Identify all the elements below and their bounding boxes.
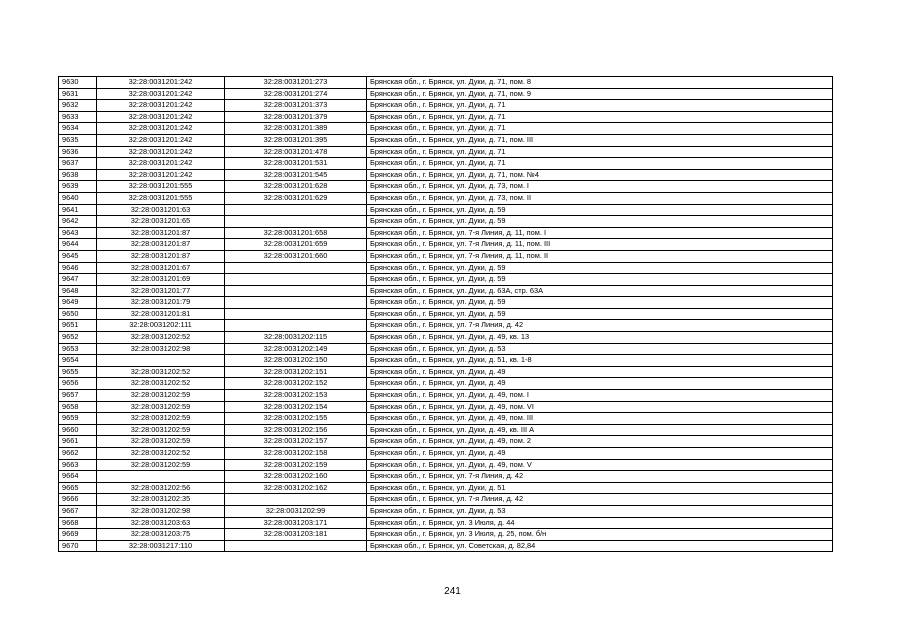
parent-cadastral-cell: 32:28:0031201:555 (97, 192, 225, 204)
row-number-cell: 9638 (59, 169, 97, 181)
table-row (59, 320, 833, 332)
table-row (59, 227, 833, 239)
table-row (59, 274, 833, 286)
cadastral-number-cell: 32:28:0031203:171 (225, 517, 367, 529)
parent-cadastral-cell: 32:28:0031201:242 (97, 100, 225, 112)
table-row (59, 297, 833, 309)
parent-cadastral-cell: 32:28:0031202:59 (97, 424, 225, 436)
parent-cadastral-cell: 32:28:0031201:87 (97, 227, 225, 239)
table-row (59, 308, 833, 320)
row-number-cell: 9656 (59, 378, 97, 390)
table-row (59, 540, 833, 552)
row-number-cell: 9655 (59, 366, 97, 378)
row-number-cell: 9631 (59, 88, 97, 100)
cadastral-number-cell: 32:28:0031202:150 (225, 355, 367, 367)
table-row (59, 111, 833, 123)
parent-cadastral-cell: 32:28:0031202:35 (97, 494, 225, 506)
cadastral-number-cell (225, 204, 367, 216)
cadastral-number-cell: 32:28:0031202:115 (225, 332, 367, 344)
parent-cadastral-cell: 32:28:0031202:56 (97, 482, 225, 494)
parent-cadastral-cell: 32:28:0031202:52 (97, 332, 225, 344)
address-cell: Брянская обл., г. Брянск, ул. Дуки, д. 71, пом. III (367, 134, 833, 146)
parent-cadastral-cell: 32:28:0031202:59 (97, 401, 225, 413)
address-cell: Брянская обл., г. Брянск, ул. 7-я Линия, д. 42 (367, 494, 833, 506)
row-number-cell: 9635 (59, 134, 97, 146)
row-number-cell: 9665 (59, 482, 97, 494)
address-cell: Брянская обл., г. Брянск, ул. Дуки, д. 51 (367, 482, 833, 494)
table-row (59, 123, 833, 135)
address-cell: Брянская обл., г. Брянск, ул. Дуки, д. 59 (367, 216, 833, 228)
address-cell: Брянская обл., г. Брянск, ул. Дуки, д. 63А, стр. 63А (367, 285, 833, 297)
cadastral-number-cell: 32:28:0031202:156 (225, 424, 367, 436)
cadastral-number-cell: 32:28:0031202:154 (225, 401, 367, 413)
row-number-cell: 9657 (59, 390, 97, 402)
table-row (59, 505, 833, 517)
address-cell: Брянская обл., г. Брянск, ул. Дуки, д. 59 (367, 308, 833, 320)
row-number-cell: 9646 (59, 262, 97, 274)
cadastral-number-cell (225, 297, 367, 309)
address-cell: Брянская обл., г. Брянск, ул. Дуки, д. 49, кв. III А (367, 424, 833, 436)
cadastral-number-cell: 32:28:0031202:149 (225, 343, 367, 355)
address-cell: Брянская обл., г. Брянск, ул. Дуки, д. 49, пом. I (367, 390, 833, 402)
row-number-cell: 9637 (59, 158, 97, 170)
table-row (59, 285, 833, 297)
row-number-cell: 9666 (59, 494, 97, 506)
row-number-cell: 9639 (59, 181, 97, 193)
table-row (59, 343, 833, 355)
parent-cadastral-cell: 32:28:0031201:81 (97, 308, 225, 320)
address-cell: Брянская обл., г. Брянск, ул. Дуки, д. 49 (367, 378, 833, 390)
cadastral-number-cell: 32:28:0031202:162 (225, 482, 367, 494)
parent-cadastral-cell (97, 355, 225, 367)
cadastral-number-cell (225, 494, 367, 506)
table-row (59, 436, 833, 448)
cadastral-number-cell (225, 320, 367, 332)
table-row (59, 88, 833, 100)
parent-cadastral-cell: 32:28:0031201:555 (97, 181, 225, 193)
address-cell: Брянская обл., г. Брянск, ул. Дуки, д. 71 (367, 158, 833, 170)
cadastral-number-cell: 32:28:0031201:628 (225, 181, 367, 193)
cadastral-number-cell: 32:28:0031202:155 (225, 413, 367, 425)
parent-cadastral-cell: 32:28:0031201:242 (97, 123, 225, 135)
address-cell: Брянская обл., г. Брянск, ул. 7-я Линия, д. 42 (367, 320, 833, 332)
address-cell: Брянская обл., г. Брянск, ул. 7-я Линия, д. 42 (367, 471, 833, 483)
address-cell: Брянская обл., г. Брянск, ул. 7-я Линия, д. 11, пом. III (367, 239, 833, 251)
parent-cadastral-cell: 32:28:0031201:242 (97, 77, 225, 89)
parent-cadastral-cell: 32:28:0031201:242 (97, 158, 225, 170)
parent-cadastral-cell: 32:28:0031202:52 (97, 366, 225, 378)
table-row (59, 390, 833, 402)
address-cell: Брянская обл., г. Брянск, ул. 7-я Линия, д. 11, пом. II (367, 250, 833, 262)
cadastral-number-cell (225, 308, 367, 320)
row-number-cell: 9652 (59, 332, 97, 344)
page-number: 241 (444, 586, 461, 597)
row-number-cell: 9664 (59, 471, 97, 483)
parent-cadastral-cell: 32:28:0031201:69 (97, 274, 225, 286)
row-number-cell: 9667 (59, 505, 97, 517)
parent-cadastral-cell: 32:28:0031201:77 (97, 285, 225, 297)
row-number-cell: 9640 (59, 192, 97, 204)
parent-cadastral-cell: 32:28:0031202:59 (97, 413, 225, 425)
cadastral-number-cell: 32:28:0031201:629 (225, 192, 367, 204)
address-cell: Брянская обл., г. Брянск, ул. Дуки, д. 71 (367, 146, 833, 158)
row-number-cell: 9643 (59, 227, 97, 239)
table-row (59, 332, 833, 344)
row-number-cell: 9662 (59, 448, 97, 460)
address-cell: Брянская обл., г. Брянск, ул. Дуки, д. 71 (367, 100, 833, 112)
table-row (59, 459, 833, 471)
row-number-cell: 9651 (59, 320, 97, 332)
parent-cadastral-cell (97, 471, 225, 483)
cadastral-number-cell: 32:28:0031202:152 (225, 378, 367, 390)
table-row (59, 134, 833, 146)
cadastral-number-cell: 32:28:0031201:659 (225, 239, 367, 251)
table-row (59, 216, 833, 228)
row-number-cell: 9660 (59, 424, 97, 436)
cadastral-number-cell: 32:28:0031202:159 (225, 459, 367, 471)
address-cell: Брянская обл., г. Брянск, ул. 3 Июля, д. 44 (367, 517, 833, 529)
table-row (59, 471, 833, 483)
parent-cadastral-cell: 32:28:0031201:87 (97, 250, 225, 262)
row-number-cell: 9658 (59, 401, 97, 413)
address-cell: Брянская обл., г. Брянск, ул. 3 Июля, д. 25, пом. б/н (367, 529, 833, 541)
address-cell: Брянская обл., г. Брянск, ул. Дуки, д. 71 (367, 111, 833, 123)
parent-cadastral-cell: 32:28:0031201:63 (97, 204, 225, 216)
row-number-cell: 9663 (59, 459, 97, 471)
address-cell: Брянская обл., г. Брянск, ул. Дуки, д. 53 (367, 343, 833, 355)
row-number-cell: 9641 (59, 204, 97, 216)
table-row (59, 146, 833, 158)
table-row (59, 169, 833, 181)
table-row (59, 77, 833, 89)
parent-cadastral-cell: 32:28:0031201:242 (97, 88, 225, 100)
table-row (59, 192, 833, 204)
row-number-cell: 9661 (59, 436, 97, 448)
table-row (59, 158, 833, 170)
cadastral-number-cell: 32:28:0031201:658 (225, 227, 367, 239)
address-cell: Брянская обл., г. Брянск, ул. Дуки, д. 49, кв. 13 (367, 332, 833, 344)
cadastral-number-cell: 32:28:0031203:181 (225, 529, 367, 541)
parent-cadastral-cell: 32:28:0031217:110 (97, 540, 225, 552)
registry-table (58, 76, 833, 552)
address-cell: Брянская обл., г. Брянск, ул. Дуки, д. 71, пом. №4 (367, 169, 833, 181)
row-number-cell: 9636 (59, 146, 97, 158)
parent-cadastral-cell: 32:28:0031201:242 (97, 111, 225, 123)
row-number-cell: 9634 (59, 123, 97, 135)
cadastral-number-cell: 32:28:0031202:151 (225, 366, 367, 378)
cadastral-number-cell: 32:28:0031201:531 (225, 158, 367, 170)
parent-cadastral-cell: 32:28:0031202:111 (97, 320, 225, 332)
table-row (59, 250, 833, 262)
parent-cadastral-cell: 32:28:0031201:242 (97, 146, 225, 158)
address-cell: Брянская обл., г. Брянск, ул. Дуки, д. 71 (367, 123, 833, 135)
address-cell: Брянская обл., г. Брянск, ул. Дуки, д. 71, пом. 9 (367, 88, 833, 100)
table-row (59, 378, 833, 390)
row-number-cell: 9642 (59, 216, 97, 228)
row-number-cell: 9633 (59, 111, 97, 123)
table-row (59, 401, 833, 413)
table-row (59, 181, 833, 193)
parent-cadastral-cell: 32:28:0031201:242 (97, 169, 225, 181)
table-row (59, 355, 833, 367)
cadastral-number-cell (225, 285, 367, 297)
row-number-cell: 9669 (59, 529, 97, 541)
row-number-cell: 9644 (59, 239, 97, 251)
parent-cadastral-cell: 32:28:0031203:75 (97, 529, 225, 541)
table-row (59, 482, 833, 494)
address-cell: Брянская обл., г. Брянск, ул. Дуки, д. 49, пом. VI (367, 401, 833, 413)
cadastral-number-cell: 32:28:0031201:478 (225, 146, 367, 158)
address-cell: Брянская обл., г. Брянск, ул. Дуки, д. 73, пом. II (367, 192, 833, 204)
parent-cadastral-cell: 32:28:0031202:59 (97, 459, 225, 471)
cadastral-number-cell: 32:28:0031201:389 (225, 123, 367, 135)
table-row (59, 366, 833, 378)
address-cell: Брянская обл., г. Брянск, ул. Дуки, д. 49, пом. III (367, 413, 833, 425)
row-number-cell: 9630 (59, 77, 97, 89)
address-cell: Брянская обл., г. Брянск, ул. Дуки, д. 49 (367, 366, 833, 378)
address-cell: Брянская обл., г. Брянск, ул. Дуки, д. 59 (367, 204, 833, 216)
table-row (59, 413, 833, 425)
parent-cadastral-cell: 32:28:0031202:59 (97, 390, 225, 402)
parent-cadastral-cell: 32:28:0031202:52 (97, 448, 225, 460)
address-cell: Брянская обл., г. Брянск, ул. Советская, д. 82,84 (367, 540, 833, 552)
table-row (59, 529, 833, 541)
cadastral-number-cell: 32:28:0031202:158 (225, 448, 367, 460)
parent-cadastral-cell: 32:28:0031201:65 (97, 216, 225, 228)
row-number-cell: 9659 (59, 413, 97, 425)
parent-cadastral-cell: 32:28:0031202:98 (97, 505, 225, 517)
cadastral-number-cell: 32:28:0031201:660 (225, 250, 367, 262)
table-row (59, 262, 833, 274)
address-cell: Брянская обл., г. Брянск, ул. Дуки, д. 49, пом. 2 (367, 436, 833, 448)
table-row (59, 239, 833, 251)
address-cell: Брянская обл., г. Брянск, ул. Дуки, д. 59 (367, 262, 833, 274)
cadastral-number-cell (225, 540, 367, 552)
cadastral-number-cell (225, 216, 367, 228)
cadastral-number-cell: 32:28:0031202:157 (225, 436, 367, 448)
cadastral-number-cell: 32:28:0031202:160 (225, 471, 367, 483)
table-row (59, 448, 833, 460)
address-cell: Брянская обл., г. Брянск, ул. Дуки, д. 49, пом. V (367, 459, 833, 471)
parent-cadastral-cell: 32:28:0031201:242 (97, 134, 225, 146)
registry-table-body (59, 77, 833, 552)
table-row (59, 100, 833, 112)
parent-cadastral-cell: 32:28:0031201:67 (97, 262, 225, 274)
table-row (59, 424, 833, 436)
row-number-cell: 9670 (59, 540, 97, 552)
table-row (59, 204, 833, 216)
parent-cadastral-cell: 32:28:0031202:52 (97, 378, 225, 390)
table-row (59, 517, 833, 529)
cadastral-number-cell: 32:28:0031201:273 (225, 77, 367, 89)
address-cell: Брянская обл., г. Брянск, ул. 7-я Линия, д. 11, пом. I (367, 227, 833, 239)
cadastral-number-cell (225, 274, 367, 286)
cadastral-number-cell: 32:28:0031201:545 (225, 169, 367, 181)
cadastral-number-cell (225, 262, 367, 274)
address-cell: Брянская обл., г. Брянск, ул. Дуки, д. 51, кв. 1-8 (367, 355, 833, 367)
cadastral-number-cell: 32:28:0031201:373 (225, 100, 367, 112)
row-number-cell: 9653 (59, 343, 97, 355)
cadastral-number-cell: 32:28:0031202:153 (225, 390, 367, 402)
cadastral-number-cell: 32:28:0031201:395 (225, 134, 367, 146)
row-number-cell: 9649 (59, 297, 97, 309)
row-number-cell: 9650 (59, 308, 97, 320)
row-number-cell: 9647 (59, 274, 97, 286)
row-number-cell: 9668 (59, 517, 97, 529)
row-number-cell: 9654 (59, 355, 97, 367)
cadastral-number-cell: 32:28:0031201:274 (225, 88, 367, 100)
parent-cadastral-cell: 32:28:0031202:59 (97, 436, 225, 448)
parent-cadastral-cell: 32:28:0031201:79 (97, 297, 225, 309)
cadastral-number-cell: 32:28:0031201:379 (225, 111, 367, 123)
row-number-cell: 9645 (59, 250, 97, 262)
row-number-cell: 9632 (59, 100, 97, 112)
cadastral-number-cell: 32:28:0031202:99 (225, 505, 367, 517)
parent-cadastral-cell: 32:28:0031203:63 (97, 517, 225, 529)
address-cell: Брянская обл., г. Брянск, ул. Дуки, д. 71, пом. 8 (367, 77, 833, 89)
row-number-cell: 9648 (59, 285, 97, 297)
address-cell: Брянская обл., г. Брянск, ул. Дуки, д. 59 (367, 297, 833, 309)
address-cell: Брянская обл., г. Брянск, ул. Дуки, д. 53 (367, 505, 833, 517)
parent-cadastral-cell: 32:28:0031202:98 (97, 343, 225, 355)
parent-cadastral-cell: 32:28:0031201:87 (97, 239, 225, 251)
address-cell: Брянская обл., г. Брянск, ул. Дуки, д. 59 (367, 274, 833, 286)
address-cell: Брянская обл., г. Брянск, ул. Дуки, д. 49 (367, 448, 833, 460)
table-row (59, 494, 833, 506)
address-cell: Брянская обл., г. Брянск, ул. Дуки, д. 73, пом. I (367, 181, 833, 193)
